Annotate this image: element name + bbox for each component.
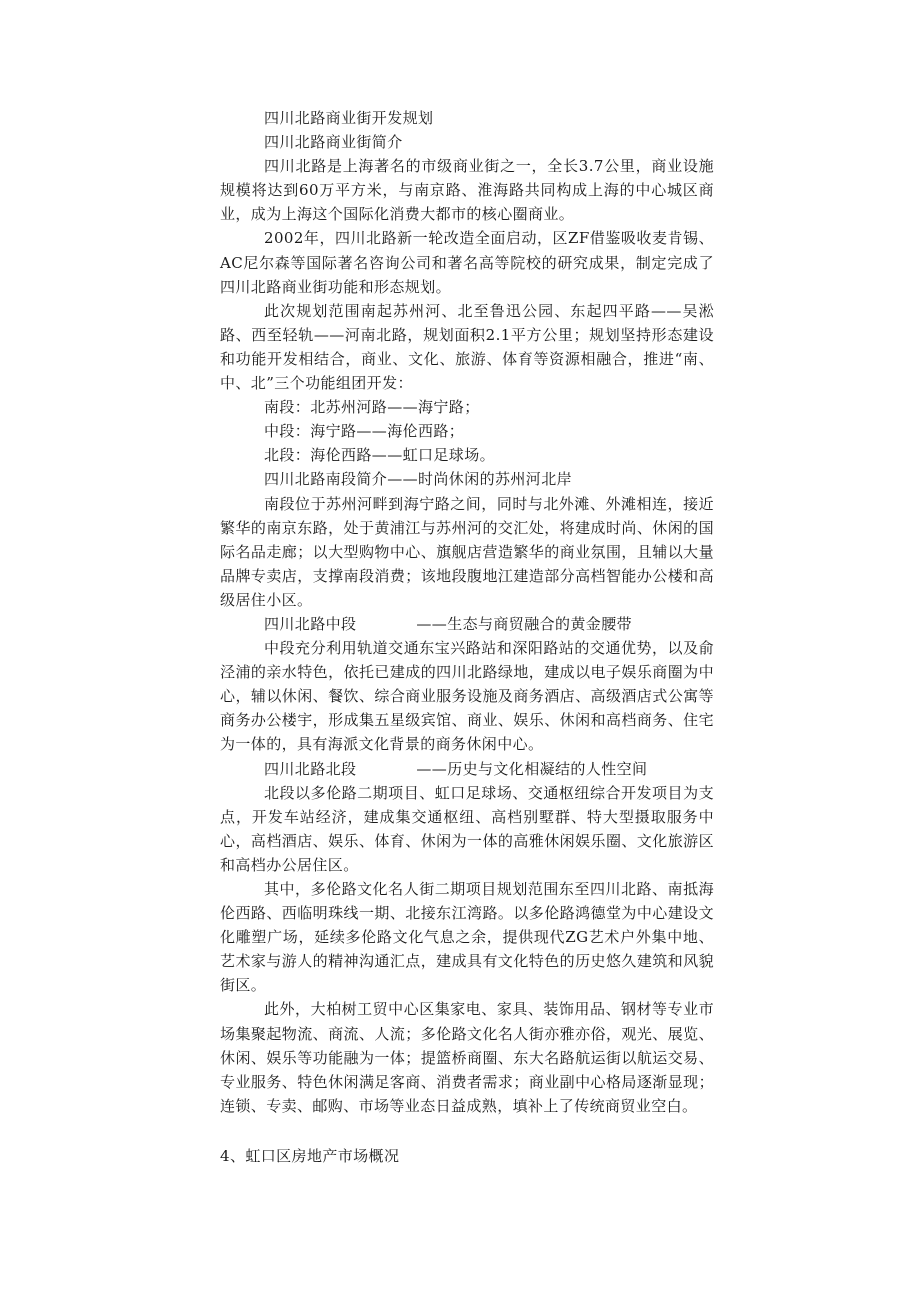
intro-paragraph: 四川北路是上海著名的市级商业街之一，全长3.7公里，商业设施规模将达到60万平方米，与南京路、淮海路共同构成上海的中心城区商业，成为上海这个国际化消费大都市的核心圈商业。 <box>220 157 714 224</box>
north-heading-title: 四川北路北段 <box>264 759 357 778</box>
reform-paragraph: 2002年，四川北路新一轮改造全面启动，区ZF借鉴吸收麦肯锡、AC尼尔森等国际著名咨询公司和著名高等院校的研究成果，制定完成了四川北路商业街功能和形态规划。 <box>220 229 714 296</box>
document-body <box>220 106 714 1118</box>
document-title: 四川北路商业街开发规划 <box>264 109 434 127</box>
middle-heading-subtitle: ——生态与商贸融合的黄金腰带 <box>416 614 633 633</box>
closing-paragraph: 此外，大柏树工贸中心区集家电、家具、装饰用品、钢材等专业市场集聚起物流、商流、人流；多伦路文化名人街亦雅亦俗，观光、展览、休闲、娱乐等功能融为一体；提篮桥商圈、东大名路航运街以航运交易、专业服务、特色休闲满足客商、消费者需求；商业副中心格局逐渐显现；连锁、专卖、邮购、市场等业态日益成熟，填补上了传统商贸业空白。 <box>220 1000 714 1115</box>
duolun-paragraph: 其中，多伦路文化名人街二期项目规划范围东至四川北路、南抵海伦西路、西临明珠线一期、北接东江湾路。以多伦路鸿德堂为中心建设文化雕塑广场，延续多伦路文化气息之余，提供现代ZG艺术户外集中地、艺术家与游人的精神沟通汇点，建成具有文化特色的历史悠久建筑和风貌街区。 <box>220 880 714 995</box>
south-heading: 四川北路南段简介——时尚休闲的苏州河北岸 <box>264 470 573 489</box>
next-section-heading: 4、虹口区房地产市场概况 <box>220 1147 400 1165</box>
segment-middle: 中段：海宁路——海伦西路； <box>264 422 465 441</box>
segment-south: 南段：北苏州河路——海宁路； <box>264 398 480 417</box>
planning-paragraph: 此次规划范围南起苏州河、北至鲁迅公园、东起四平路——吴淞路、西至轻轨——河南北路，规划面积2.1平方公里；规划坚持形态建设和功能开发相结合，商业、文化、旅游、体育等资源相融合，推进“南、中、北”三个功能组团开发： <box>220 301 714 393</box>
intro-heading: 四川北路商业街简介 <box>264 133 403 152</box>
north-heading-subtitle: ——历史与文化相凝结的人性空间 <box>416 759 648 778</box>
middle-heading-title: 四川北路中段 <box>264 614 357 633</box>
north-heading <box>220 757 714 781</box>
north-paragraph: 北段以多伦路二期项目、虹口足球场、交通枢纽综合开发项目为支点，开发车站经济，建成集交通枢纽、高档别墅群、特大型摄取服务中心，高档酒店、娱乐、体育、休闲为一体的高雅休闲娱乐圈、文化旅游区和高档办公居住区。 <box>220 783 714 874</box>
south-paragraph: 南段位于苏州河畔到海宁路之间，同时与北外滩、外滩相连，接近繁华的南京东路，处于黄浦江与苏州河的交汇处，将建成时尚、休闲的国际名品走廊；以大型购物中心、旗舰店营造繁华的商业氛围，且辅以大量品牌专卖店，支撑南段消费；该地段腹地江建造部分高档智能办公楼和高级居住小区。 <box>220 494 714 609</box>
middle-heading <box>220 612 714 636</box>
segment-north: 北段：海伦西路——虹口足球场。 <box>264 446 496 465</box>
middle-paragraph: 中段充分利用轨道交通东宝兴路站和深阳路站的交通优势，以及俞泾浦的亲水特色，依托已建成的四川北路绿地，建成以电子娱乐商圈为中心，辅以休闲、餐饮、综合商业服务设施及商务酒店、高级酒店式公寓等商务办公楼宇，形成集五星级宾馆、商业、娱乐、休闲和高档商务、住宅为一体的，具有海派文化背景的商务休闲中心。 <box>220 639 714 754</box>
